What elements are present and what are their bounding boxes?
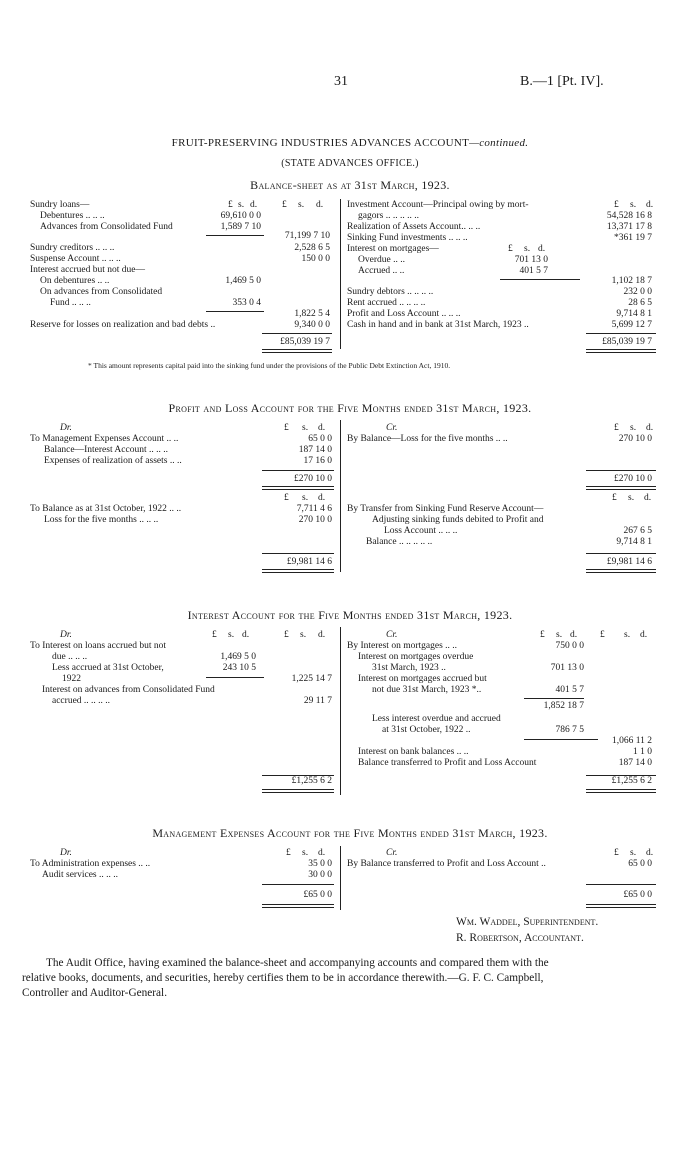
pl-left-pound: £ (284, 423, 289, 433)
int-dr: Dr. (60, 630, 72, 640)
int-left-total: £1,255 6 2 (291, 776, 332, 786)
int-mortgages-overdue: Interest on mortgages overdue (358, 652, 474, 662)
bs-left-total: £85,039 19 7 (280, 337, 330, 347)
pl-right-d-2: d. (644, 493, 652, 503)
pl-left-d: d. (318, 423, 326, 433)
mgmt-title: Management Expenses Account for the Five Months ended 31st March, 1923. (152, 826, 548, 840)
bs-right-total-double-rule (586, 349, 656, 353)
bs-fund: Fund .. .. .. (50, 298, 91, 308)
pl-left-subtotal-rule (262, 470, 334, 471)
bs-interest-mortgages: Interest on mortgages— (347, 244, 439, 254)
bs-sundry-debtors: Sundry debtors .. .. .. .. (347, 287, 434, 297)
int-right-d-1: d. (570, 630, 578, 640)
int-right-s-1: s. (556, 630, 563, 640)
mgmt-audit-services-amount: 30 0 0 (308, 870, 332, 880)
bs-on-debentures-amount: 1,469 5 0 (225, 276, 261, 286)
mgmt-right-total-rule (586, 884, 656, 885)
bs-gagors: gagors .. .. .. .. .. (358, 211, 419, 221)
mgmt-left-total: £65 0 0 (303, 890, 332, 900)
mgmt-right-total: £65 0 0 (623, 890, 652, 900)
int-right-total-double-rule (586, 789, 656, 793)
int-accrued: accrued .. .. .. .. (52, 696, 111, 706)
int-right-pound-2: £ (600, 630, 605, 640)
mgmt-administration: To Administration expenses .. .. (30, 859, 151, 869)
bs-sundry-creditors: Sundry creditors .. .. .. (30, 243, 115, 253)
bs-reserve: Reserve for losses on realization and bad debts .. (30, 320, 216, 330)
bs-left-d-col2: d. (316, 200, 324, 210)
mgmt-balance-transferred: By Balance transferred to Profit and Loss Account .. (347, 859, 546, 869)
int-cr: Cr. (386, 630, 398, 640)
pl-right-s-2: s. (628, 493, 635, 503)
balance-sheet-title: Balance-sheet as at 31st March, 1923. (250, 178, 450, 192)
mgmt-divider (340, 846, 341, 910)
int-balance-transferred-amount: 187 14 0 (618, 758, 652, 768)
int-on-mortgages: By Interest on mortgages .. .. (347, 641, 458, 651)
bs-left-s-col2: s. (298, 200, 305, 210)
int-1922: 1922 (62, 674, 81, 684)
int-right-total: £1,255 6 2 (611, 776, 652, 786)
pl-balance-loss-amount: 270 10 0 (618, 434, 652, 444)
mgmt-left-d: d. (318, 848, 326, 858)
bs-interest-accrued: Interest accrued but not due— (30, 265, 146, 275)
pl-balance-interest: Balance—Interest Account .. .. .. (44, 445, 168, 455)
balance-sheet-divider (340, 199, 341, 349)
int-not-due-amount: 401 5 7 (555, 685, 584, 695)
pl-balance-october: To Balance as at 31st October, 1922 .. .. (30, 504, 182, 514)
int-right-net: 1,066 11 2 (611, 736, 652, 746)
int-mortgages-accrued: Interest on mortgages accrued but (358, 674, 487, 684)
bs-sinking-fund-amount: *361 19 7 (614, 233, 652, 243)
main-title-text: FRUIT-PRESERVING INDUSTRIES ADVANCES ACCOUNT (171, 137, 470, 149)
mgmt-right-s: s. (630, 848, 637, 858)
bs-on-debentures: On debentures .. .. (40, 276, 110, 286)
bs-overdue-amount: 701 13 0 (514, 255, 548, 265)
pl-expenses-realization-amount: 17 16 0 (303, 456, 332, 466)
pl-left-total-double-rule (262, 569, 334, 573)
int-right-pound-1: £ (540, 630, 545, 640)
int-bank-balances: Interest on bank balances .. .. (358, 747, 469, 757)
bs-overdue: Overdue .. .. (358, 255, 405, 265)
bs-right-total-rule (586, 333, 656, 334)
int-left-net-rule (206, 677, 264, 678)
pl-loss-account-amount: 267 6 5 (623, 526, 652, 536)
bs-sundry-debtors-amount: 232 0 0 (623, 287, 652, 297)
bs-suspense-account: Suspense Account .. .. .. (30, 254, 121, 264)
pl-balance-interest-amount: 187 14 0 (298, 445, 332, 455)
int-bank-balances-amount: 1 1 0 (633, 747, 652, 757)
pl-loss-account: Loss Account .. .. .. (384, 526, 458, 536)
pl-expenses-realization: Expenses of realization of assets .. .. (44, 456, 182, 466)
bs-right-sub-d: d. (538, 244, 546, 254)
bs-suspense-amount: 150 0 0 (301, 254, 330, 264)
bs-left-d-col1: d. (250, 200, 258, 210)
pl-left-d-2: d. (318, 493, 326, 503)
pl-management-expenses: To Management Expenses Account .. .. (30, 434, 179, 444)
bs-accrued: Accrued .. .. (358, 266, 405, 276)
bs-cash-amount: 5,699 12 7 (611, 320, 652, 330)
pl-right-pound-2: £ (612, 493, 617, 503)
bs-sundry-creditors-amount: 2,528 6 5 (294, 243, 330, 253)
int-less-accrued-amount: 243 10 5 (222, 663, 256, 673)
pl-balance-amount: 9,714 8 1 (616, 537, 652, 547)
pl-right-subtotal-rule (586, 470, 656, 471)
int-left-d-2: d. (318, 630, 326, 640)
pl-transfer-sinking: By Transfer from Sinking Fund Reserve Account— (347, 504, 544, 514)
int-due-amount: 1,469 5 0 (220, 652, 256, 662)
profit-loss-divider (340, 420, 341, 572)
int-at-31st-october: at 31st October, 1922 .. (382, 725, 471, 735)
pl-balance-loss: By Balance—Loss for the five months .. .. (347, 434, 508, 444)
document-reference: B.—1 [Pt. IV]. (520, 74, 604, 89)
interest-title: Interest Account for the Five Months ended 31st March, 1923. (187, 608, 513, 622)
mgmt-right-pound: £ (614, 848, 619, 858)
bs-profit-loss: Profit and Loss Account .. .. .. (347, 309, 461, 319)
int-advances-consolidated: Interest on advances from Consolidated Fund (42, 685, 215, 695)
int-31st-march: 31st March, 1923 .. (372, 663, 446, 673)
mgmt-cr: Cr. (386, 848, 398, 858)
bs-on-advances: On advances from Consolidated (40, 287, 163, 297)
bs-left-pound-col1: £ (228, 200, 233, 210)
bs-left-s-col1: s. (238, 200, 245, 210)
bs-left-total-double-rule (262, 349, 332, 353)
pl-balance-october-amount: 7,711 4 6 (296, 504, 332, 514)
bs-realization: Realization of Assets Account.. .. .. (347, 222, 481, 232)
bs-fund-amount: 353 0 4 (232, 298, 261, 308)
mgmt-left-s: s. (302, 848, 309, 858)
int-left-s-1: s. (228, 630, 235, 640)
int-right-subtotal: 1,852 18 7 (543, 701, 584, 711)
bs-right-s: s. (630, 200, 637, 210)
pl-cr: Cr. (386, 423, 398, 433)
pl-loss-five-months-amount: 270 10 0 (298, 515, 332, 525)
bs-debentures: Debentures .. .. .. (40, 211, 105, 221)
int-right-d-2: d. (640, 630, 648, 640)
page-number: 31 (334, 74, 348, 89)
bs-right-interest-rule (500, 279, 580, 280)
int-left-pound-1: £ (212, 630, 217, 640)
int-due: due .. .. .. (52, 652, 88, 662)
int-at-31st-october-amount: 786 7 5 (555, 725, 584, 735)
mgmt-administration-amount: 35 0 0 (308, 859, 332, 869)
int-left-d-1: d. (242, 630, 250, 640)
main-title-continued: —continued. (469, 137, 529, 149)
int-left-total-double-rule (262, 789, 334, 793)
bs-left-total-rule (262, 333, 332, 334)
int-not-due: not due 31st March, 1923 *.. (372, 685, 482, 695)
pl-left-pound-2: £ (284, 493, 289, 503)
int-balance-transferred: Balance transferred to Profit and Loss Account (358, 758, 537, 768)
bs-investment: Investment Account—Principal owing by mort- (347, 200, 529, 210)
bs-reserve-amount: 9,340 0 0 (294, 320, 330, 330)
int-right-s-2: s. (624, 630, 631, 640)
audit-line-2: relative books, documents, and securities, hereby certifies them to be in accordance therewith.—G. F. C. Campbell, (22, 972, 544, 984)
bs-footnote: * This amount represents capital paid into the sinking fund under the provisions of the Public Debt Extinction Act, 1910. (88, 361, 451, 370)
mgmt-left-total-double-rule (262, 904, 334, 908)
audit-line-1: The Audit Office, having examined the balance-sheet and accompanying accounts and compared them with the (46, 957, 549, 969)
pl-left-total: £9,981 14 6 (286, 557, 332, 567)
pl-right-pound: £ (614, 423, 619, 433)
int-right-sub-rule (524, 698, 584, 699)
bs-sundry-loans: Sundry loans— (30, 200, 90, 210)
int-less-overdue: Less interest overdue and accrued (372, 714, 501, 724)
bs-accrued-amount: 401 5 7 (519, 266, 548, 276)
bs-interest-rule (206, 311, 264, 312)
mgmt-left-pound: £ (286, 848, 291, 858)
bs-rent-accrued-amount: 28 6 5 (628, 298, 652, 308)
int-accrued-amount: 29 11 7 (303, 696, 332, 706)
pl-right-s: s. (630, 423, 637, 433)
pl-left-s: s. (302, 423, 309, 433)
signature-accountant: R. Robertson, Accountant. (456, 932, 584, 944)
pl-dr: Dr. (60, 423, 72, 433)
pl-adjusting: Adjusting sinking funds debited to Profit and (372, 515, 544, 525)
int-left-pound-2: £ (284, 630, 289, 640)
main-title (0, 137, 700, 149)
int-right-net-rule (524, 739, 598, 740)
bs-profit-loss-amount: 9,714 8 1 (616, 309, 652, 319)
bs-interest-total: 1,822 5 4 (294, 309, 330, 319)
bs-debentures-amount: 69,610 0 0 (220, 211, 261, 221)
signature-superintendent: Wm. Waddel, Superintendent. (456, 916, 599, 928)
pl-right-subtotal-double-rule (586, 486, 656, 490)
bs-right-sub-pound: £ (508, 244, 513, 254)
int-on-mortgages-amount: 750 0 0 (555, 641, 584, 651)
pl-left-subtotal-double-rule (262, 486, 334, 490)
int-loans-accrued: To Interest on loans accrued but not (30, 641, 166, 651)
mgmt-balance-transferred-amount: 65 0 0 (628, 859, 652, 869)
bs-left-pound-col2: £ (282, 200, 287, 210)
int-31st-march-amount: 701 13 0 (550, 663, 584, 673)
pl-management-expenses-amount: 65 0 0 (308, 434, 332, 444)
pl-left-total-rule (262, 553, 334, 554)
bs-gagors-amount: 54,528 16 8 (606, 211, 652, 221)
int-net-amount: 1,225 14 7 (291, 674, 332, 684)
mgmt-dr: Dr. (60, 848, 72, 858)
office-subtitle: (STATE ADVANCES OFFICE.) (281, 158, 419, 169)
profit-loss-title: Profit and Loss Account for the Five Months ended 31st March, 1923. (168, 401, 532, 415)
pl-right-total-rule (586, 553, 656, 554)
bs-advances-consolidated-amount: 1,589 7 10 (220, 222, 261, 232)
bs-right-sub-s: s. (524, 244, 531, 254)
interest-divider (340, 627, 341, 795)
bs-right-pound: £ (614, 200, 619, 210)
pl-right-subtotal: £270 10 0 (614, 474, 652, 484)
mgmt-right-total-double-rule (586, 904, 656, 908)
bs-right-interest-total: 1,102 18 7 (611, 276, 652, 286)
bs-loans-rule (206, 235, 264, 236)
bs-right-d: d. (646, 200, 654, 210)
bs-cash: Cash in hand and in bank at 31st March, 1923 .. (347, 320, 529, 330)
audit-line-3: Controller and Auditor-General. (22, 987, 168, 999)
bs-advances-consolidated: Advances from Consolidated Fund (40, 222, 173, 232)
mgmt-right-d: d. (646, 848, 654, 858)
pl-left-s-2: s. (302, 493, 309, 503)
pl-left-subtotal: £270 10 0 (294, 474, 332, 484)
pl-right-d: d. (646, 423, 654, 433)
bs-rent-accrued: Rent accrued .. .. .. .. (347, 298, 426, 308)
int-left-s-2: s. (300, 630, 307, 640)
mgmt-audit-services: Audit services .. .. .. (42, 870, 118, 880)
bs-loans-total: 71,199 7 10 (284, 231, 330, 241)
pl-balance: Balance .. .. .. .. .. (366, 537, 433, 547)
bs-sinking-fund: Sinking Fund investments .. .. .. (347, 233, 468, 243)
mgmt-left-total-rule (262, 884, 334, 885)
pl-loss-five-months: Loss for the five months .. .. .. (44, 515, 159, 525)
bs-right-total: £85,039 19 7 (602, 337, 652, 347)
bs-realization-amount: 13,371 17 8 (606, 222, 652, 232)
pl-right-total-double-rule (586, 569, 656, 573)
int-less-accrued: Less accrued at 31st October, (52, 663, 164, 673)
pl-right-total: £9,981 14 6 (606, 557, 652, 567)
